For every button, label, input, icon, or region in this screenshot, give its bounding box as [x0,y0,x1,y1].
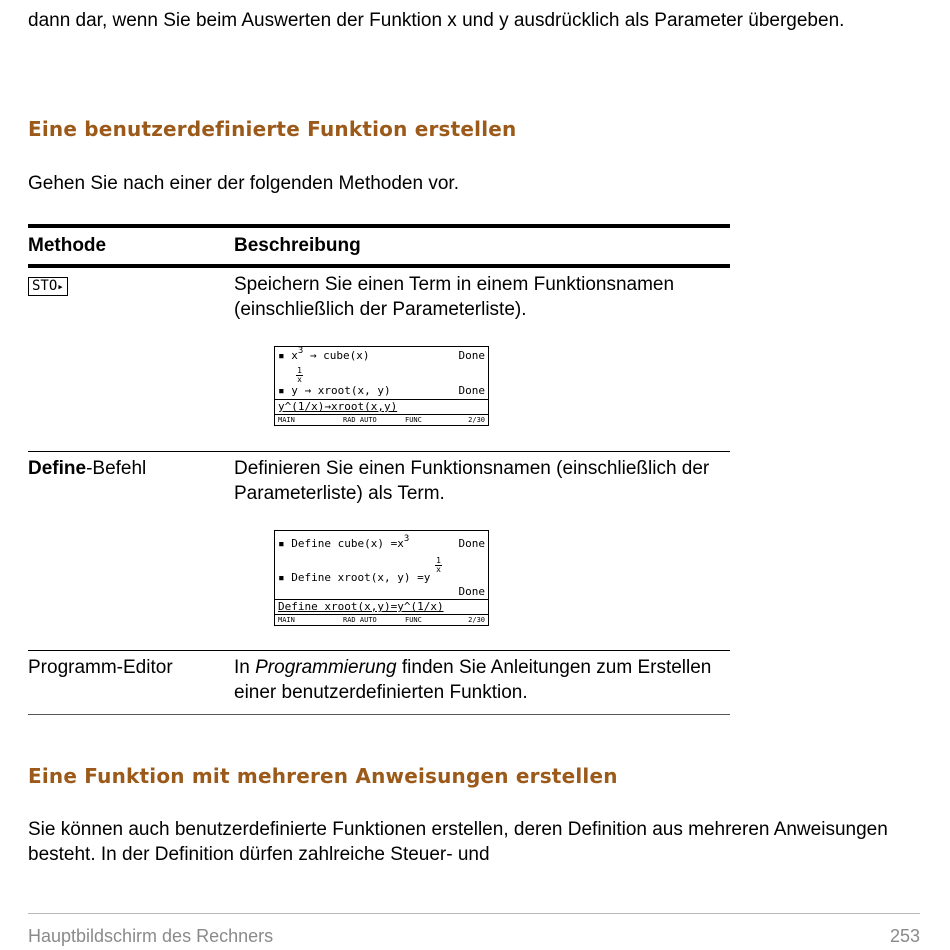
history-expr-2-base: Define xroot(x, y) =y [291,571,431,584]
history-result-1: Done [458,349,485,362]
history-expr-1-rest: → cube(x) [303,349,370,362]
header-method: Methode [28,235,107,256]
table-row [28,268,730,451]
description-cell [234,651,730,714]
status-mode: MAIN [278,416,295,424]
section-lead-paragraph: Gehen Sie nach einer der folgenden Methoden vor. [28,173,459,194]
entry-line: Define xroot(x,y)=y^(1/x) [275,599,488,614]
history-result-2: Done [458,384,485,397]
section-heading-multi-statement: Eine Funktion mit mehreren Anweisungen erstellen [28,764,618,788]
page-number: 253 [889,926,920,946]
status-graph: FUNC [405,416,422,424]
history-line-2 [275,367,488,399]
description-cell [234,268,730,451]
define-command-suffix: -Befehl [86,458,147,479]
table-row [28,651,730,714]
description-text: Speichern Sie einen Term in einem Funktionsnamen (einschließlich der Parameterliste). [234,274,675,320]
status-angle: RAD AUTO [343,416,377,424]
status-graph: FUNC [405,616,422,624]
history-expr-2-rest: → xroot(x, y) [297,384,391,397]
history-line-1 [275,531,488,557]
description-cell [234,452,730,650]
table-row [28,452,730,650]
status-history: 2/30 [468,416,485,424]
table-header-row [28,228,730,264]
history-line-2 [275,557,488,599]
sto-key-label: STO [32,278,58,294]
history-expr-2-base: y [291,384,298,397]
description-text-post: finden Sie Anleitungen zum Erstellen einer benutzerdefinierten Funktion. [234,657,712,703]
footer-rule [28,913,920,914]
history-expr-1-base: Define cube(x) =x [291,537,404,550]
header-description: Beschreibung [234,235,361,256]
history-expr-2: ▪ Define xroot(x, y) =y [278,571,431,584]
status-history: 2/30 [468,616,485,624]
table-bottom-rule [28,714,730,715]
history-expr-1: ▪ Define cube(x) $=x^3$ [278,534,410,550]
history-expr-1: ▪ $x^3$ → cube(x) [278,346,370,362]
intro-paragraph: dann dar, wenn Sie beim Auswerten der Funktion x und y ausdrücklich als Parameter übergeben. [28,10,845,31]
method-cell: Programm-Editor [28,657,173,678]
define-command-name: Define [28,458,87,479]
history-result-1: Done [458,537,485,550]
fraction-denominator: x [436,565,441,574]
exponent-fraction [435,557,442,574]
history-expr-2: ▪ y → xroot(x, y) [278,384,391,397]
footer-title: Hauptbildschirm des Rechners [28,926,274,946]
status-mode: MAIN [278,616,295,624]
description-text-pre: In [234,657,256,678]
history-expr-1-exponent: 3 [403,534,410,544]
description-emphasis: Programmierung [255,657,397,678]
entry-line: y^(1/x)→xroot(x,y) [275,399,488,414]
section-heading-create-function: Eine benutzerdefinierte Funktion erstellen [28,117,517,141]
fraction-numerator: 1 [297,366,302,375]
history-result-2: Done [458,585,485,598]
fraction-denominator: x [297,375,302,384]
section2-paragraph: Sie können auch benutzerdefinierte Funktionen erstellen, deren Definition aus mehreren Anweisungen besteht. In der Definition dürfen zahlreiche Steuer- und [28,819,888,865]
description-text: Definieren Sie einen Funktionsnamen (einschließlich der Parameterliste) als Term. [234,458,710,504]
methods-table [28,224,730,715]
method-cell [28,452,234,650]
exponent-fraction [296,367,303,384]
status-angle: RAD AUTO [343,616,377,624]
history-expr-1-base: x [291,349,298,362]
history-line-1 [275,347,488,367]
history-expr-1-exponent: 3 [297,346,304,356]
fraction-numerator: 1 [436,556,441,565]
status-bar [275,614,488,625]
sto-key [28,277,68,296]
calculator-screen [274,530,489,626]
status-bar [275,414,488,425]
store-arrow-icon: ▸ [57,280,64,293]
calculator-screen [274,346,489,426]
method-cell [28,268,234,451]
